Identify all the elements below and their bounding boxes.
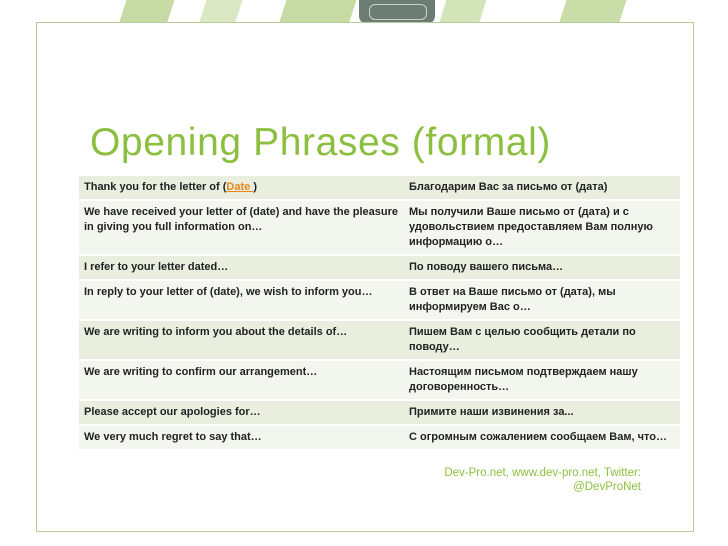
english-phrase <box>79 176 404 200</box>
english-text: Thank you for the letter of ( <box>84 181 227 193</box>
table-row <box>79 360 680 400</box>
table-row <box>79 200 680 255</box>
english-phrase: We are writing to inform you about the details of… <box>79 320 404 360</box>
table-row <box>79 425 680 450</box>
english-phrase: In reply to your letter of (date), we wish to inform you… <box>79 280 404 320</box>
top-tab-decoration <box>359 0 435 24</box>
table-row <box>79 280 680 320</box>
russian-phrase: С огромным сожалением сообщаем Вам, что… <box>404 425 680 450</box>
footer-credit <box>395 466 641 494</box>
phrases-table <box>79 176 673 451</box>
english-phrase: We are writing to confirm our arrangement… <box>79 360 404 400</box>
russian-phrase: Примите наши извинения за... <box>404 400 680 425</box>
english-text: ) <box>253 181 257 193</box>
english-phrase: Please accept our apologies for… <box>79 400 404 425</box>
russian-phrase: Настоящим письмом подтверждаем нашу договоренность… <box>404 360 680 400</box>
table-row <box>79 400 680 425</box>
table-row <box>79 320 680 360</box>
russian-phrase: Благодарим Вас за письмо от (дата) <box>404 176 680 200</box>
footer-line: @DevProNet <box>573 481 641 493</box>
slide-title: Opening Phrases (formal) <box>90 121 551 164</box>
russian-phrase: В ответ на Ваше письмо от (дата), мы информируем Вас о… <box>404 280 680 320</box>
russian-phrase: Пишем Вам с целью сообщить детали по поводу… <box>404 320 680 360</box>
table-row <box>79 176 680 200</box>
russian-phrase: По поводу вашего письма… <box>404 255 680 280</box>
russian-phrase: Мы получили Ваше письмо от (дата) и с удовольствием предоставляем Вам полную информацию о… <box>404 200 680 255</box>
english-phrase: I refer to your letter dated… <box>79 255 404 280</box>
table-row <box>79 255 680 280</box>
date-link[interactable]: Date <box>226 181 254 193</box>
english-phrase: We have received your letter of (date) and have the pleasure in giving you full information on… <box>79 200 404 255</box>
footer-line: Dev-Pro.net, www.dev-pro.net, Twitter: <box>444 467 641 479</box>
english-phrase: We very much regret to say that… <box>79 425 404 450</box>
